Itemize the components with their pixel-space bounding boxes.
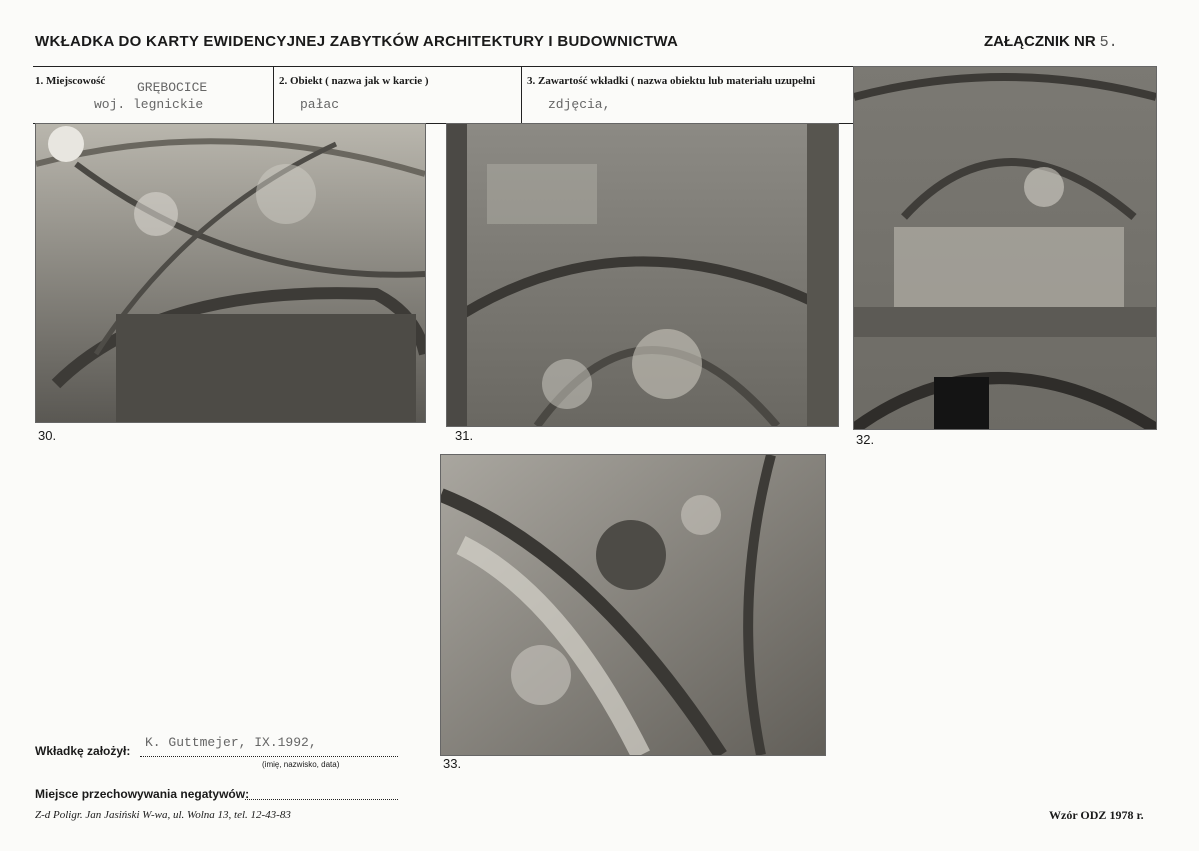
vault-photo-33: [440, 454, 826, 756]
founder-label: Wkładkę założył:: [35, 744, 131, 758]
founder-dotted-line: [140, 756, 398, 757]
fields-top-rule: [33, 66, 853, 67]
founder-hint: (imię, nazwisko, data): [262, 760, 340, 769]
locality-value: GRĘBOCICE: [137, 80, 208, 95]
object-label: 2. Obiekt ( nazwa jak w karcie ): [279, 75, 429, 87]
founder-value: K. Guttmejer, IX.1992,: [145, 735, 317, 750]
vault-photo-31: [446, 123, 839, 427]
voivodeship-value: woj. legnickie: [94, 97, 204, 112]
vault-photo-30-image: [36, 124, 425, 422]
printer-imprint: Z-d Poligr. Jan Jasiński W-wa, ul. Wolna 13, tel. 12-43-83: [35, 809, 291, 821]
sheet-title: WKŁADKA DO KARTY EWIDENCYJNEJ ZABYTKÓW ARCHITEKTURY I BUDOWNICTWA: [35, 33, 679, 50]
vault-photo-30: [35, 123, 426, 423]
storage-dotted-line: [245, 799, 398, 800]
object-value: pałac: [300, 97, 340, 112]
locality-label: 1. Miejscowość: [35, 75, 106, 87]
vault-photo-32-image: [854, 67, 1156, 429]
photo-33-number: 33.: [443, 756, 462, 771]
vault-photo-33-image: [441, 455, 825, 755]
photo-30-number: 30.: [38, 428, 57, 443]
storage-label: Miejsce przechowywania negatywów:: [35, 787, 250, 801]
vault-photo-31-image: [447, 124, 838, 426]
fields-divider-1: [273, 66, 274, 123]
attachment-label: ZAŁĄCZNIK NR: [984, 33, 1096, 50]
vault-photo-32: [853, 66, 1157, 430]
fields-divider-2: [521, 66, 522, 123]
attachment-number: [984, 33, 1118, 51]
photo-31-number: 31.: [455, 428, 474, 443]
contents-value: zdjęcia,: [548, 97, 611, 112]
form-pattern: Wzór ODZ 1978 r.: [1049, 808, 1144, 822]
contents-label: 3. Zawartość wkładki ( nazwa obiektu lub materiału uzupełni: [527, 75, 816, 87]
photo-32-number: 32.: [856, 432, 875, 447]
attachment-value: 5.: [1099, 34, 1118, 51]
